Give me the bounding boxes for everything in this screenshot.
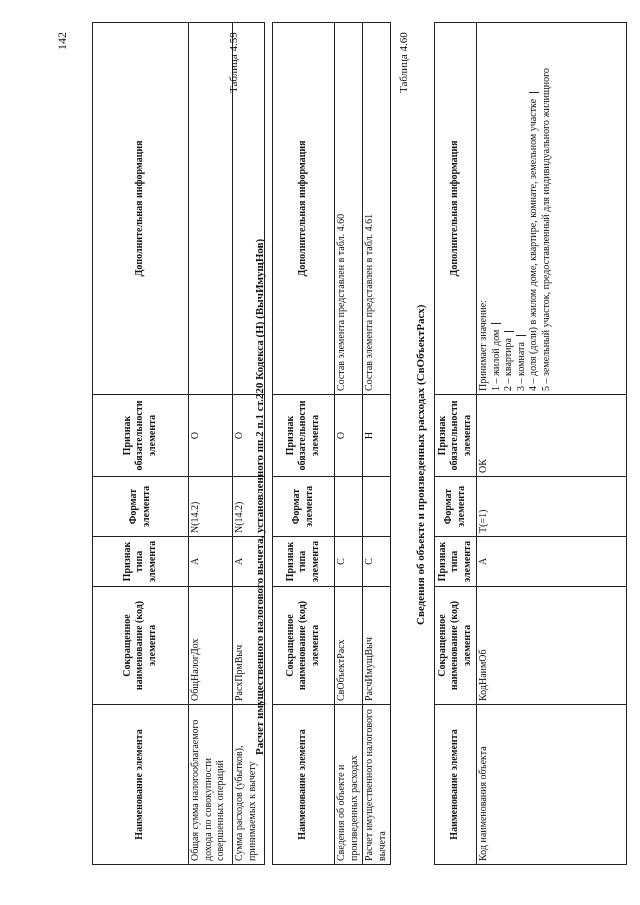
table-row <box>477 23 627 865</box>
header-cell: Дополнительная информация <box>435 23 477 395</box>
cell-type: А <box>233 537 265 587</box>
cell-required: О <box>335 395 363 477</box>
cell-name: Код наименования объекта <box>477 705 627 865</box>
table-СвОбъектРасх <box>434 22 627 865</box>
cell-type: С <box>363 537 391 587</box>
table-row <box>189 23 233 865</box>
cell-code: СвОбъектРасх <box>335 587 363 705</box>
header-cell: Сокращенное наименование (код) элемента <box>273 587 335 705</box>
cell-code: РасхПрмВыч <box>233 587 265 705</box>
header-cell: Формат элемента <box>93 477 189 537</box>
cell-code: ОбщНалогДох <box>189 587 233 705</box>
header-cell: Признак обязательности элемента <box>273 395 335 477</box>
cell-format: N(14.2) <box>233 477 265 537</box>
cell-required: Н <box>363 395 391 477</box>
header-cell: Признак обязательности элемента <box>435 395 477 477</box>
cell-code: КодНаимОб <box>477 587 627 705</box>
cell-format: N(14.2) <box>189 477 233 537</box>
header-cell: Дополнительная информация <box>273 23 335 395</box>
cell-name: Сумма расходов (убытков), принимаемых к вычету <box>233 705 265 865</box>
table-row <box>335 23 363 865</box>
cell-info: Состав элемента представлен в табл. 4.61 <box>363 23 391 395</box>
cell-info: Состав элемента представлен в табл. 4.60 <box>335 23 363 395</box>
cell-code: РасчИмущВыч <box>363 587 391 705</box>
info-line-1: 1 – жилой дом <box>491 26 504 391</box>
header-cell: Признак обязательности элемента <box>93 395 189 477</box>
header-cell: Признак типа элемента <box>435 537 477 587</box>
header-cell: Признак типа элемента <box>273 537 335 587</box>
header-cell: Сокращенное наименование (код) элемента <box>435 587 477 705</box>
cell-required: О <box>233 395 265 477</box>
header-cell: Формат элемента <box>273 477 335 537</box>
cell-type: А <box>189 537 233 587</box>
cell-info <box>189 23 233 395</box>
cell-format <box>363 477 391 537</box>
cell-name: Общая сумма налогооблагаемого дохода по совокупности совершенных операций <box>189 705 233 865</box>
table-row <box>363 23 391 865</box>
table-4-59 <box>92 22 265 865</box>
cell-info <box>477 23 627 395</box>
table-number-4-60: Таблица 4.60 <box>398 32 410 93</box>
header-cell: Признак типа элемента <box>93 537 189 587</box>
info-line-5: 5 – земельный участок, предоставленный для индивидуального жилищного <box>540 68 552 391</box>
info-line-2: 2 – квартира <box>503 26 516 391</box>
info-line-4: 4 – доля (доли) в жилом доме, квартире, комнате, земельном участке <box>528 26 541 391</box>
page-number: 142 <box>55 32 69 50</box>
header-cell: Дополнительная информация <box>93 23 189 395</box>
table-title-СвОбъектРасх: Сведения об объекте и произведенных расходах (СвОбъектРасх) <box>415 304 427 625</box>
table-ВычИмущНов <box>272 22 391 865</box>
cell-format: Т(=1) <box>477 477 627 537</box>
cell-required: ОК <box>477 395 627 477</box>
header-cell: Формат элемента <box>435 477 477 537</box>
table-number-4-59: Таблица 4.59 <box>228 32 240 93</box>
header-cell: Сокращенное наименование (код) элемента <box>93 587 189 705</box>
table-title-ВычИмущНов: Расчет имущественного налогового вычета, установленного пп.2 п.1 ст.220 Кодекса (Н) (ВычИмущНов) <box>254 238 266 755</box>
info-line-3: 3 – комната <box>516 26 529 391</box>
cell-type: А <box>477 537 627 587</box>
cell-name: Сведения об объекте и произведенных расходах <box>335 705 363 865</box>
cell-name: Расчет имущественного налогового вычета <box>363 705 391 865</box>
header-cell: Наименование элемента <box>435 705 477 865</box>
cell-format <box>335 477 363 537</box>
cell-type: С <box>335 537 363 587</box>
info-line: Принимает значение: <box>478 299 489 391</box>
header-cell: Наименование элемента <box>273 705 335 865</box>
cell-required: О <box>189 395 233 477</box>
header-cell: Наименование элемента <box>93 705 189 865</box>
